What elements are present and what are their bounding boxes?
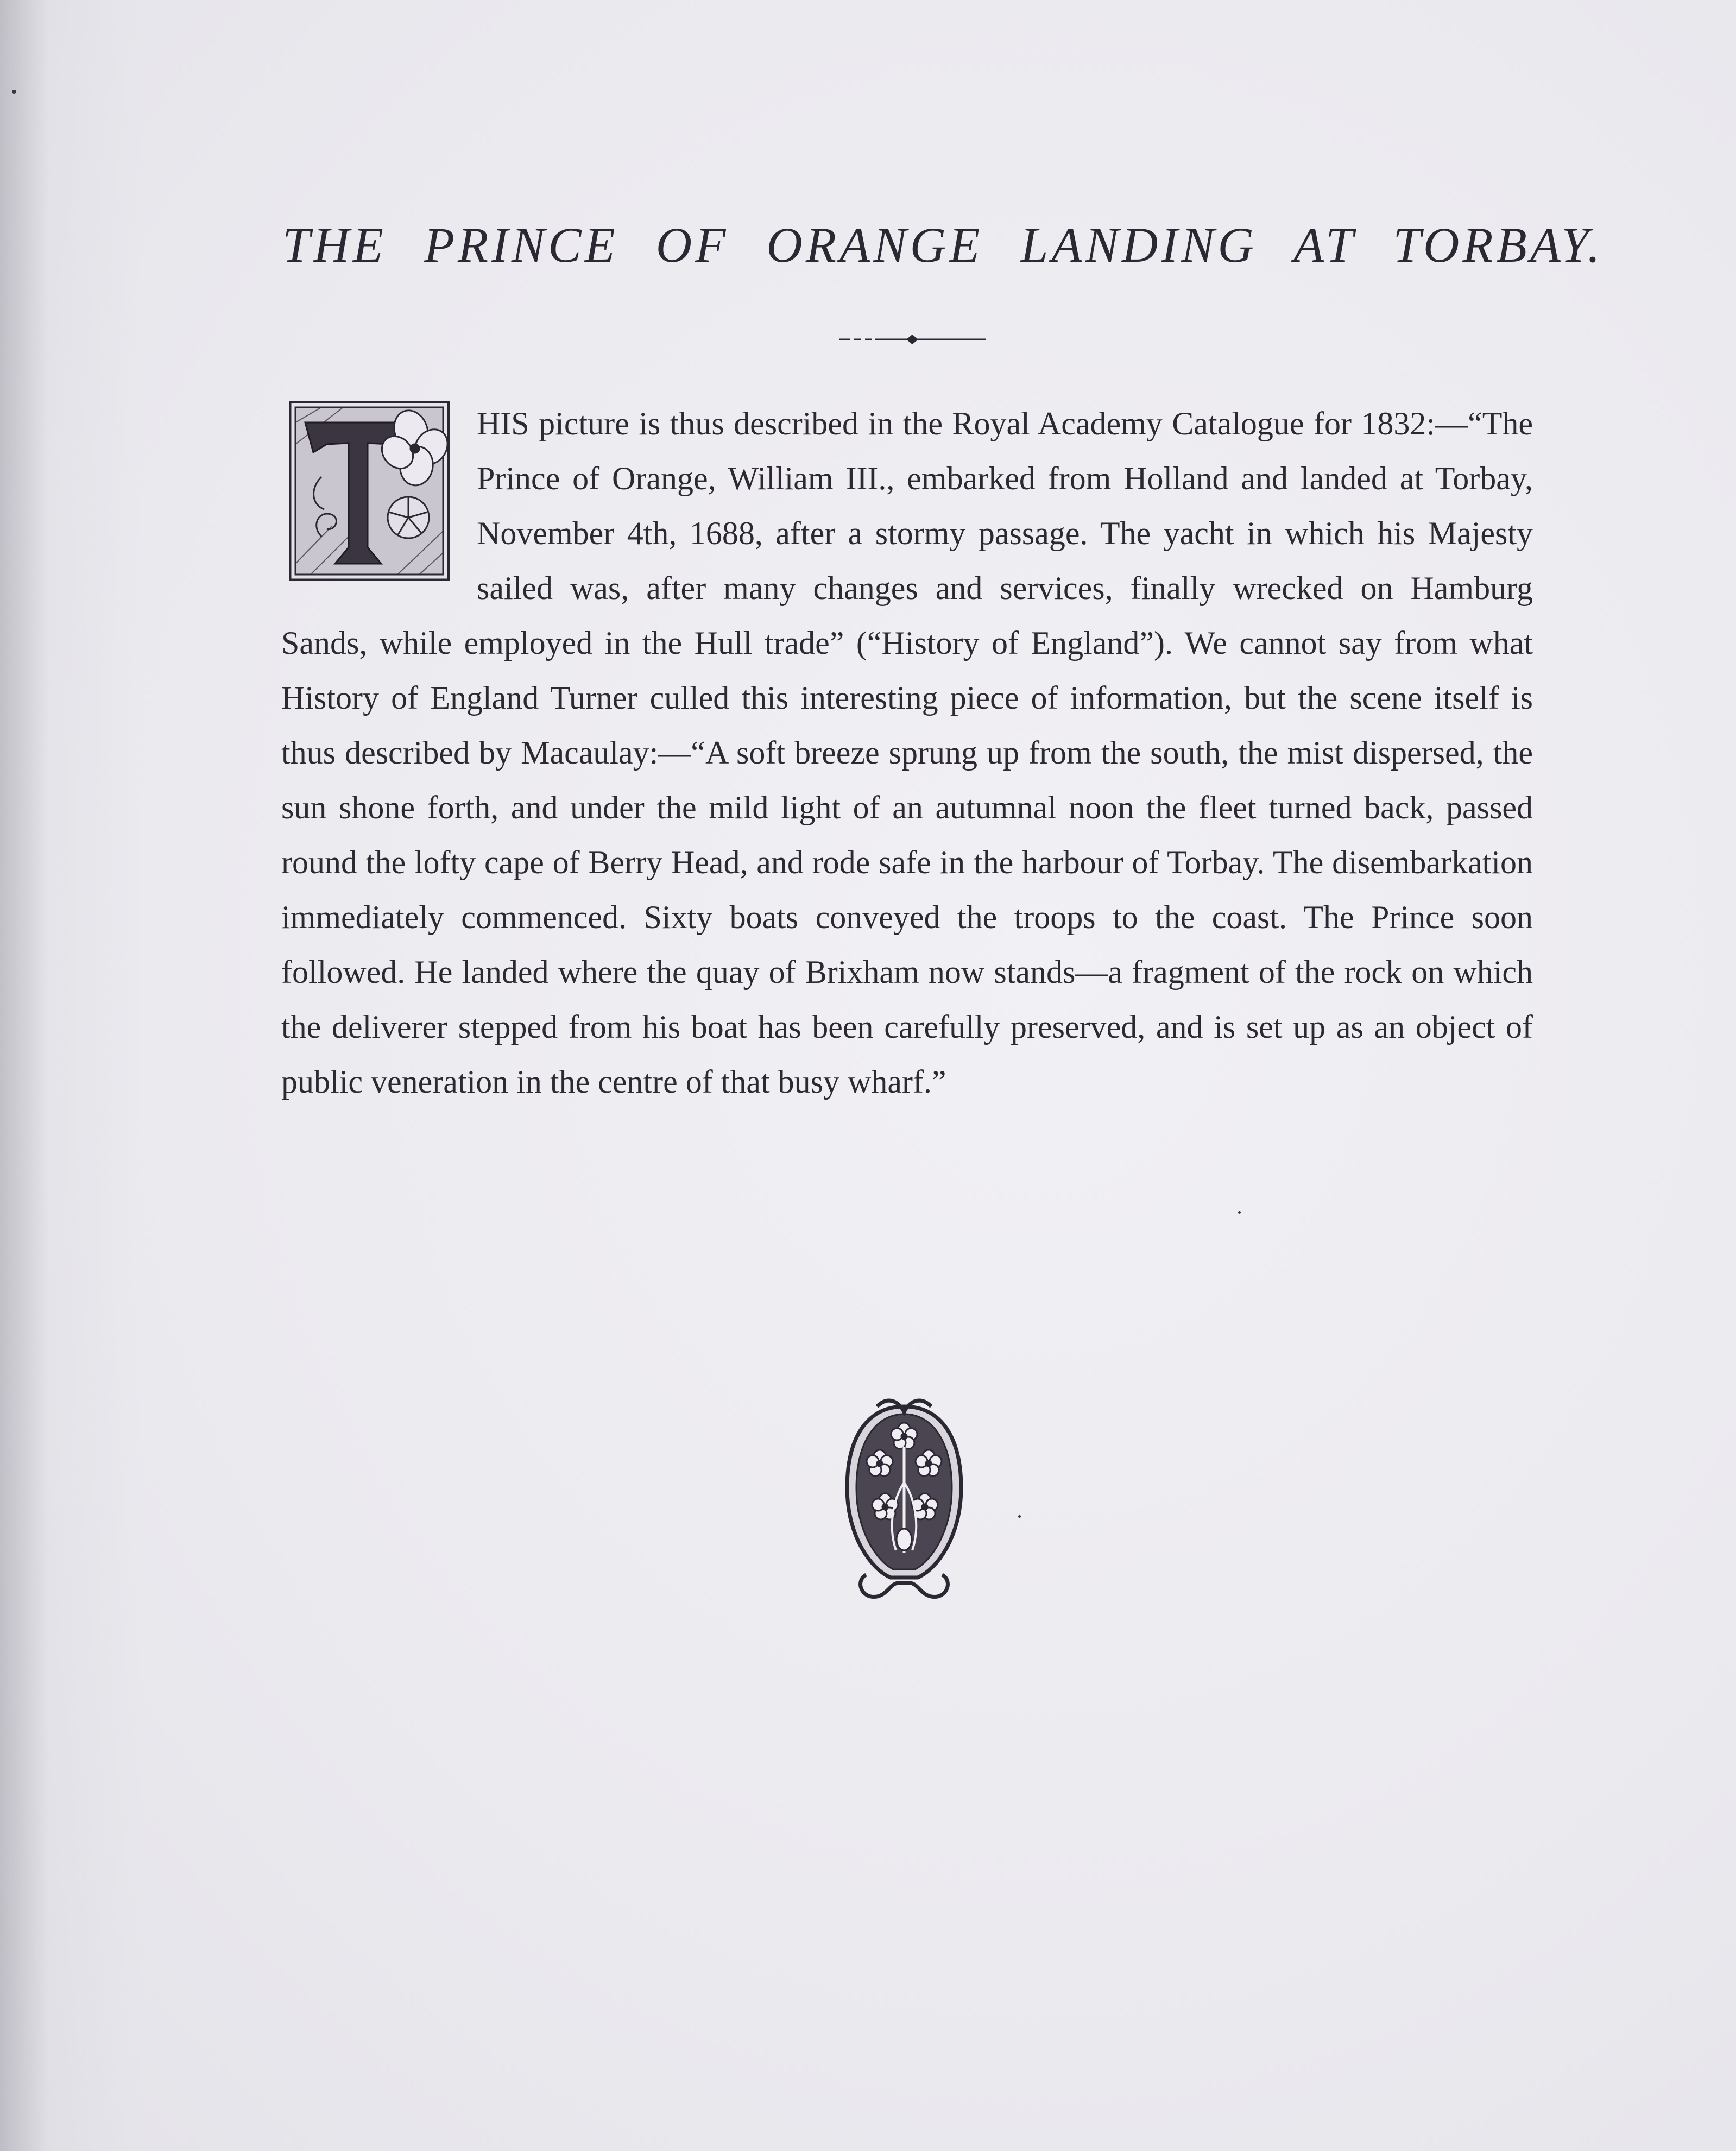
paper-speck <box>1238 1211 1241 1214</box>
paper-speck <box>1018 1515 1021 1518</box>
body-paragraph: HIS picture is thus described in the Royal Academy Catalogue for 1832:—“The Prince of Orange, William III., embarked from Holland and landed at Torbay, November 4th, 1688, after a stormy passage. The yacht in which his Majesty sailed was, after many changes and services, finally wrecked on Hamburg Sands, while employed in the Hull trade” (“History of England”). We cannot say from what History of England Turner culled this interesting piece of information, but the scene itself is thus described by Macaulay:—“A soft breeze sprung up from the south, the mist dispersed, the sun shone forth, and under the mild light of an autumnal noon the fleet turned back, passed round the lofty cape of Berry Head, and rode safe in the harbour of Torbay. The disembarkation immediately commenced. Sixty boats conveyed the troops to the coast. The Prince soon followed. He landed where the quay of Brixham now stands—a fragment of the rock on which the deliverer stepped from his boat has been carefully preserved, and is set up as an object of public veneration in the centre of that busy wharf.” <box>281 406 1533 1100</box>
article-body <box>281 396 1533 1109</box>
drop-cap-spacer <box>281 396 477 614</box>
paper-speck <box>12 90 16 94</box>
page-title: THE PRINCE OF ORANGE LANDING AT TORBAY. <box>282 217 1604 273</box>
diamond-rule-icon <box>839 331 986 348</box>
floral-tailpiece-icon <box>844 1396 964 1602</box>
